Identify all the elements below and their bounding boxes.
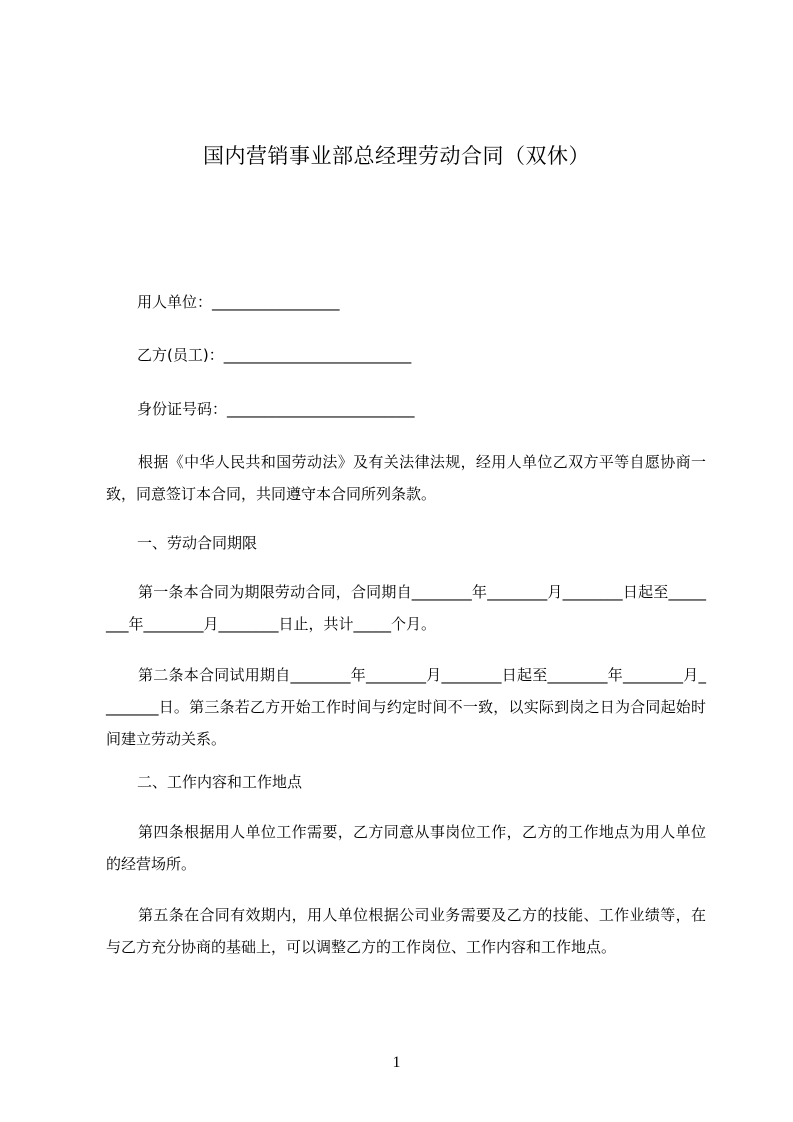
document-title: 国内营销事业部总经理劳动合同（双休） [203,144,590,168]
section-heading-term: 一、劳动合同期限 [137,534,258,552]
article-4-paragraph: 第四条根据用人单位工作需要，乙方同意从事岗位工作，乙方的工作地点为用人单位的经营场所。 [106,823,706,873]
id-number-field: 身份证号码：_________________________ [137,400,415,418]
article-2-3-paragraph: 第二条本合同试用期自________年________月________日起至________年________月________日。第三条若乙方开始工作时间与约定时间不一致，以实际到岗之日为合同起始时间建立劳动关系。 [106,666,706,748]
article-5-paragraph: 第五条在合同有效期内，用人单位根据公司业务需要及乙方的技能、工作业绩等，在与乙方充分协商的基础上，可以调整乙方的工作岗位、工作内容和工作地点。 [106,906,706,956]
employee-field: 乙方(员工)：_________________________ [137,346,412,364]
preamble-paragraph: 根据《中华人民共和国劳动法》及有关法律法规，经用人单位乙双方平等自愿协商一致，同意签订本合同，共同遵守本合同所列条款。 [106,453,706,503]
employer-field: 用人单位：_________________ [137,293,340,311]
section-heading-work: 二、工作内容和工作地点 [137,773,303,791]
article-1-paragraph: 第一条本合同为期限劳动合同，合同期自________年________月________日起至________年________月________日止，共计_____个月。 [106,583,706,633]
page-number: 1 [392,1054,401,1071]
